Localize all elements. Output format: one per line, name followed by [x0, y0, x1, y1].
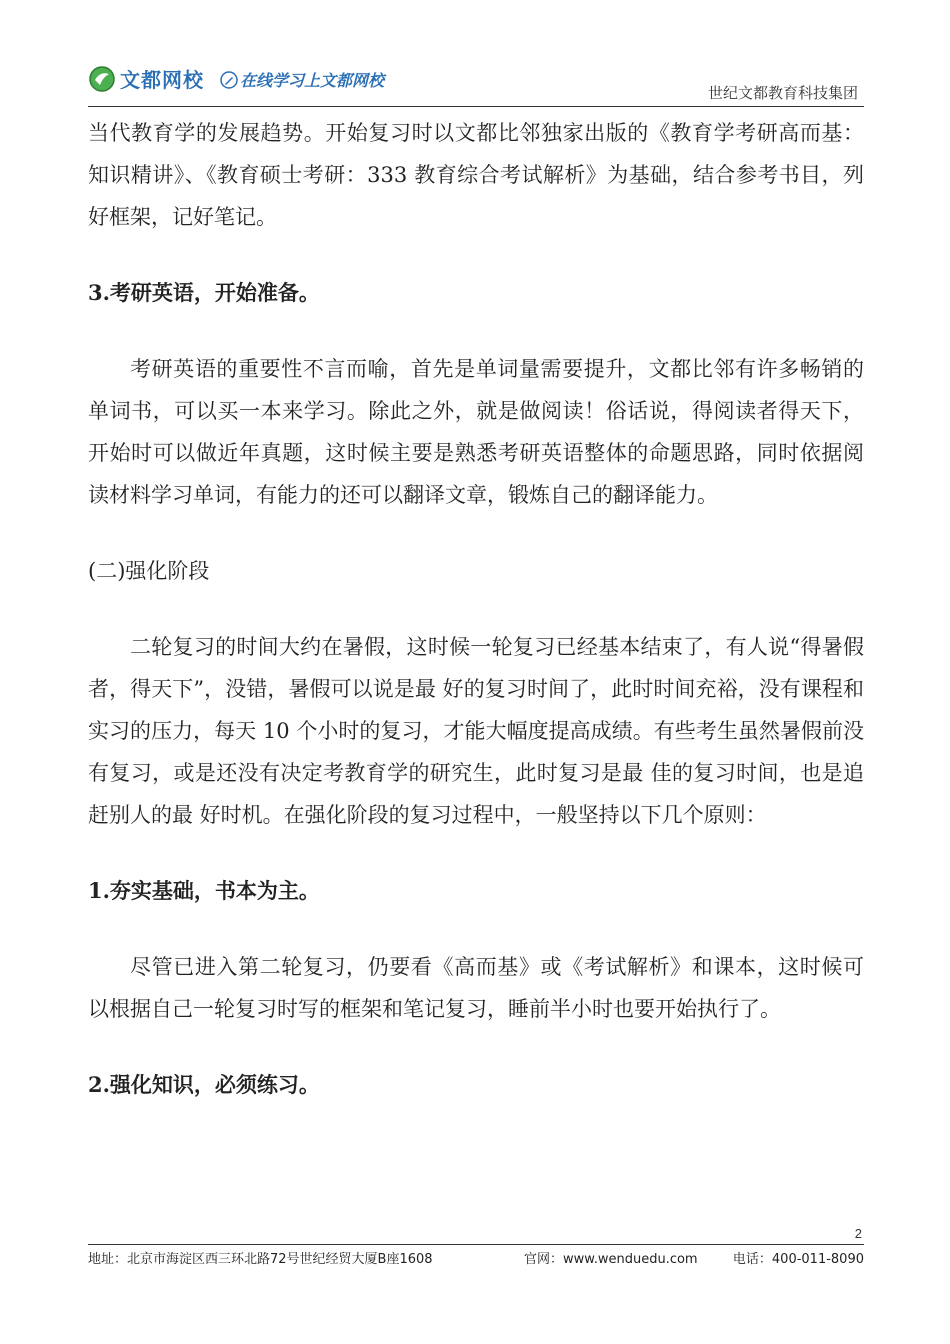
page-number: 2 — [854, 1226, 862, 1241]
wendu-logo-icon — [88, 65, 116, 93]
heading-intensive-stage: (二)强化阶段 — [88, 559, 210, 583]
heading-practice: 2.强化知识，必须练习。 — [88, 1072, 320, 1097]
pen-icon — [220, 71, 238, 89]
heading-english-prep: 3.考研英语，开始准备。 — [88, 280, 320, 305]
company-name: 世纪文都教育科技集团 — [707, 84, 858, 102]
header-divider — [88, 106, 864, 107]
page-footer — [88, 1248, 864, 1268]
slogan — [220, 68, 384, 91]
brand-name: 文都网校 — [120, 68, 204, 92]
paragraph-4: 尽管已进入第二轮复习，仍要看《高而基》或《考试解析》和课本，这时候可以根据自己一轮复习时写的框架和笔记复习，睡前半小时也要开始执行了。 — [88, 955, 864, 1021]
paragraph-3: 二轮复习的时间大约在暑假，这时候一轮复习已经基本结束了，有人说“得暑假者，得天下”，没错，暑假可以说是最 好的复习时间了，此时时间充裕，没有课程和实习的压力，每天 10 个小时的复习，才能大幅度提高成绩。有些考生虽然暑假前没有复习，或是还没有决定考教育学的研究生，此时复习是最 佳的复习时间，也是追赶别人的最 好时机。在强化阶段的复习过程中，一般坚持以下几个原则： — [88, 635, 864, 827]
document-body — [88, 112, 864, 1106]
footer-phone: 电话：400-011-8090 — [732, 1252, 864, 1267]
slogan-text: 在线学习上文都网校 — [240, 71, 385, 90]
brand-logo — [88, 64, 204, 93]
footer-address: 地址：北京市海淀区西三环北路72号世纪经贸大厦B座1608 — [88, 1252, 433, 1267]
page-header — [88, 64, 864, 104]
footer-divider — [88, 1244, 864, 1245]
heading-solid-foundation: 1.夯实基础，书本为主。 — [88, 878, 320, 903]
footer-website[interactable]: 官网：www.wenduedu.com — [524, 1252, 698, 1267]
paragraph-1: 当代教育学的发展趋势。开始复习时以文都比邻独家出版的《教育学考研高而基：知识精讲》、《教育硕士考研：333 教育综合考试解析》为基础，结合参考书目，列好框架，记好笔记。 — [88, 121, 864, 229]
paragraph-2: 考研英语的重要性不言而喻，首先是单词量需要提升，文都比邻有许多畅销的单词书，可以买一本来学习。除此之外，就是做阅读！俗话说，得阅读者得天下，开始时可以做近年真题，这时候主要是熟悉考研英语整体的命题思路，同时依据阅读材料学习单词，有能力的还可以翻译文章，锻炼自己的翻译能力。 — [88, 357, 864, 507]
